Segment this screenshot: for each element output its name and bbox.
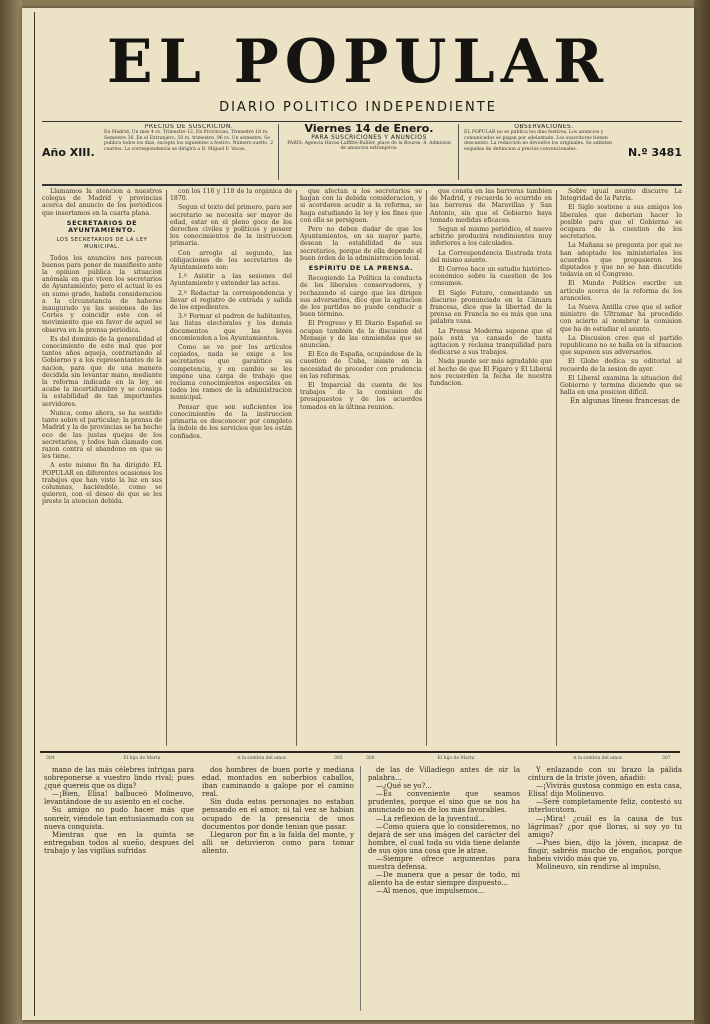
paragraph: A este mismo fin ha dirigido EL POPULAR en diferentes ocasiones los trabajos que han visto la luz en sus columnas, haciéndolo, como se quieren, con el deseo de que se les preste la atencion debida. — [42, 462, 162, 506]
column-4 — [430, 188, 552, 748]
section-divider — [40, 751, 680, 753]
paragraph: Y enlazando con su brazo la pálida cintura de la triste jóven, añadió: — [528, 766, 682, 783]
paragraph: Pensar que son suficientes los conocimientos de la instruccion primaria es desconocer por completo la índole de los servicios que les están confiados. — [170, 403, 292, 440]
column-rule — [166, 190, 167, 746]
folio-title: El hijo de Marta — [437, 756, 475, 761]
paragraph: Molineuvo, sin rendirse al impulso, — [536, 863, 661, 872]
paragraph: Todos los anuncios nos parecen buenos para poner de manifiesto ante la opinion pública la situacion anómala en que viven los secretarios de Ayuntamiento; pero el actual lo es en sumo grado, habida consideracion a la circunstancia de haberse inaugurado ya las sesiones de las Cortes y coincidir este con el movimiento que en favor de aquel se observa en la prensa periódica. — [42, 254, 162, 334]
folio-number: 304 — [46, 756, 55, 761]
paragraph: Sobre igual asunto discurre La Integridad de la Patria. — [560, 188, 682, 203]
paragraph: Pero no deben dudar de que los Ayuntamientos, en su mayor parte, desean la estabilidad de sus secretarios, porque de ella depende el buen órden de la administracion local. — [300, 226, 422, 262]
paragraph: Nada puede ser más agradable que el hecho de que El Fígaro y El Liberal nos recuerden la fecha de nuestra fundacion. — [430, 358, 552, 388]
paragraph: 1.º Asistir a las sesiones del Ayuntamiento y extender las actas. — [170, 273, 292, 288]
column-3 — [300, 188, 422, 748]
subscription-title: PARA SUSCRICIONES Y ANUNCIOS — [311, 133, 427, 141]
subscription-text: PARIS: Agencia Havas-Laffitte-Bullier, place de la Bourse, 8. Admision de anuncios extranjeros. — [287, 140, 451, 152]
paragraph: —¿Qué se yo?... — [376, 782, 432, 791]
column-5 — [560, 188, 682, 748]
folio-title: A la sombra del amor. — [573, 756, 623, 761]
paragraph: El Siglo Futuro, comentando un discurso pronunciado en la Cámara francesa, dice que la libertad de la prensa en Francia no es más que una palabra vana. — [430, 289, 552, 326]
fold-line — [34, 12, 35, 1016]
paragraph-tail: En algunas líneas francesas de — [570, 397, 680, 406]
paragraph: Sin duda estos personajes no estaban pensando en el amor, ni tal vez se habian ocupado de la presencia de unos documentos por donde tenian que pasar. — [202, 798, 354, 831]
column-rule — [426, 190, 427, 746]
serial-column-1 — [44, 766, 194, 1016]
paragraph: Mientras que en la quinta se entregaban todos al sueño, despues del trabajo y las vigilias sufridas — [44, 830, 194, 855]
paragraph: —Seré completamente feliz, contestó su interlocutora. — [528, 798, 682, 815]
paragraph: El Imparcial da cuenta de los trabajos de la comision de presupuestos y de los acuerdos tomados en la última reunion. — [300, 382, 422, 411]
article-subheading: LOS SECRETARIOS DE LA LEY MUNICIPAL. — [56, 237, 148, 251]
paragraph: —Al menos, que impulsemos... — [376, 887, 485, 896]
paragraph: —¡Vivirás gustosa conmigo en esta casa, Elisa! dijo Molineuvo. — [528, 782, 682, 799]
paragraph: —La reflexion de la juventud... — [376, 814, 485, 823]
serial-column-3 — [368, 766, 520, 1016]
serial-fold — [360, 766, 361, 1011]
paragraph: —Es conveniente que seamos prudentes, porque el sino que se nos ha anunciado no es de los más favorables. — [368, 790, 520, 815]
article-heading: ESPÍRITU DE LA PRENSA. — [308, 264, 414, 273]
column-1 — [42, 188, 162, 748]
paragraph: El Correo hace un estudio histórico-económico sobre la cuestion de los consumos. — [430, 266, 552, 288]
column-rule — [296, 190, 297, 746]
date-box — [284, 124, 454, 182]
paragraph: La Mañana se pregunta por qué no han adoptado los ministeriales los acuerdos que propusieron los diputados y que no se han discutido todavía en el Congreso. — [560, 242, 682, 279]
folio-number: 306 — [366, 756, 375, 761]
issue-date: Viernes 14 de Enero. — [304, 124, 434, 135]
paragraph: Es del dominio de la generalidad el conocimiento de este mal que por tantos años aqueja, contrariando al Gobierno y a los representantes de la nacion, para que de una manera decidida sin levantar mano, mediante la reforma indicada en la ley, se acabe la incertidumbre y se consiga la estabilidad de tan importantes servidores. — [42, 335, 162, 408]
masthead-title: EL POPULAR — [106, 27, 610, 97]
paragraph: que afectan a los secretarios se hagan con la debida consideracion, y si acordaren acudir a la reforma, se haga estudiando la ley y los fines que con ella se persiguen. — [300, 188, 422, 224]
year-label: Año XIII. — [42, 146, 95, 159]
paragraph: 3.º Formar el padron de habitantes, las listas electorales y los demás documentos que las leyes encomienden a los Ayuntamientos. — [170, 313, 292, 342]
page-edge-shadow — [694, 0, 710, 1024]
prices-box — [104, 124, 274, 182]
issue-number: N.º 3481 — [627, 146, 682, 159]
serial-column-4 — [528, 766, 682, 1016]
header-divider — [458, 124, 459, 180]
column-rule — [556, 190, 557, 746]
paragraph: La Nueva Antilla cree que el señor ministro de Ultramar ha procedido con acierto al nombrar la comision que ha de estudiar el asunto. — [560, 304, 682, 333]
observations-title: OBSERVACIONES. — [514, 124, 574, 130]
paragraph: —Siempre ofrece argumentos para nuestra defensa. — [368, 855, 520, 872]
folio-title: El hijo de Marta — [123, 756, 161, 761]
paragraph: de las de Villadiego antes de oir la palabra... — [368, 766, 520, 783]
paragraph: dos hombres de buen porte y mediana edad, montados en soberbios caballos, iban caminando a galope por el camino real. — [202, 766, 354, 799]
observations-text: EL POPULAR no se publica los dias festivos. Los anuncios y comunicados se pagan por adelantado. Los suscritores tienen descuento. La redaccion no devuelve los originales. Se admiten esquelas de defuncion a precios convencionales. — [464, 129, 613, 153]
paragraph: El Mundo Político escribe un artículo acerca de la reforma de los aranceles. — [560, 280, 682, 302]
paragraph: —¡Bien, Elisa! balbuceó Molineuvo, levantándose de su asiento en el coche. — [44, 790, 194, 807]
paragraph: El Progreso y El Diario Español se ocupan también de la discusion del Mensaje y de las enmiendas que se anuncian. — [300, 320, 422, 350]
paragraph: El Siglo sostiene a sus amigos los liberales que deberian hacer lo posible para que el Gobierno se ocupara de la cuestion de los secretarios. — [560, 204, 682, 241]
folio-number: 307 — [662, 756, 671, 761]
paragraph: Segun el texto del primero, para ser secretario se necesita ser mayor de edad, estar en el pleno goce de los derechos civiles y políticos y poseer los conocimientos de la instruccion primaria. — [170, 204, 292, 248]
observations-box — [464, 124, 624, 182]
paragraph: El Globo dedica su editorial al recuerdo de la sesion de ayer. — [560, 358, 682, 373]
paragraph: —De manera que a pesar de todo, mi aliento ha de estar siempre dispuesto... — [368, 871, 520, 888]
paragraph: El Eco de España, ocupándose de la cuestion de Cuba, insiste en la necesidad de proceder con prudencia en las reformas. — [300, 351, 422, 380]
paragraph: con los 116 y 118 de la orgánica de 1870. — [170, 188, 292, 203]
paragraph: La Prensa Moderna supone que el país está ya cansado de tanta agitacion y reclama tranquilidad para dedicarse a sus trabajos. — [430, 327, 552, 357]
paragraph: Nunca, como ahora, se ha sentido tanto sobre el particular; la prensa de Madrid y la de provincias se ha hecho eco de las justas quejas de los secretarios, y todos han clamado con razon contra el abandono en que se les tiene. — [42, 409, 162, 461]
folio-title: A la sombra del amor. — [237, 756, 287, 761]
column-2 — [170, 188, 292, 748]
paragraph: Llegaron por fin a la falda del monte, y alli se detuvieron como para tomar aliento. — [202, 830, 354, 855]
header-band — [42, 121, 682, 186]
paragraph: —¡Mira! ¿cuál es la causa de tus lágrimas? ¿por qué lloras, si soy yo tu amigo? — [528, 814, 682, 839]
prices-text: En Madrid, Un mes 4 rs. Trimestre 12. En Provincias, Trimestre 18 rs. Semestre 36. En el Extranjero, 50 rs. trimestre. 96 rs. Un semestre. Se publica todos los dias, excepto los siguientes a festivo. Número suelto, 2 cuartos. La correspondencia se dirigirá a D. Miguel F. Vacas. — [104, 129, 274, 153]
page-binding-shadow — [0, 0, 22, 1024]
paragraph: La Discusion cree que el partido republicano no se halla en la situacion que suponen sus adversarios. — [560, 334, 682, 357]
folio-number: 305 — [334, 756, 343, 761]
intro-paragraph: Llamamos la atencion a nuestros colegas de Madrid y provincias acerca del anuncio de los periódicos que insertamos en la cuarta plana. — [42, 188, 162, 217]
paragraph: —Pues bien, dijo la jóven, incapaz de fingir, sabréis mucho de engaños, porque habeis vivido más que yo. — [528, 838, 682, 864]
masthead-subtitle: DIARIO POLITICO INDEPENDIENTE — [219, 100, 497, 115]
newspaper-page — [22, 8, 694, 1020]
paragraph: Segun el mismo periódico, el nuevo arbitrio producirá rendimientos muy inferiores a los calculados. — [430, 226, 552, 248]
serial-column-2 — [202, 766, 354, 1016]
paragraph: La Correspondencia Ilustrada trata del mismo asunto. — [430, 249, 552, 264]
paragraph: que consta en las barreras tambien de Madrid, y recuerda lo ocurrido en las barreras de Maravillas y San Antonio, sin que el Gobierno haya tomado medidas eficaces. — [430, 188, 552, 224]
paragraph: Su amigo no pudo hacer más que sonreir, viéndole tan entusiasmado con su nueva conquista. — [44, 806, 194, 831]
paragraph: Con arreglo al segundo, las obligaciones de los secretarios de Ayuntamiento son: — [170, 249, 292, 272]
paragraph: 2.º Redactar la correspondencia y llevar el registro de entrada y salida de los expedientes. — [170, 289, 292, 312]
paragraph: Recogiendo La Política la conducta de los liberales conservadores, y rechazando el cargo que les dirigen sus adversarios, dice que la agitacion de los partidos no puede conducir a buen término. — [300, 275, 422, 319]
article-heading: SECRETARIOS DE AYUNTAMIENTO. — [66, 218, 138, 235]
prices-title: PRECIOS DE SUSCRICION. — [144, 124, 234, 130]
paragraph: Como se ve por los artículos copiados, nada se exige a los secretarios que garantice su competencia, y en cambio se les impone una carga de trabajo que reclama conocimientos especiales en todos los ramos de la administracion municipal. — [170, 344, 292, 402]
paragraph: El Liberal examina la situacion del Gobierno y termina diciendo que se halla en una posicion difícil. — [560, 374, 682, 397]
header-divider — [278, 124, 279, 180]
paragraph: mano de las más célebres intrigas para sobreponerse a vuestro lindo rival; pues ¿qué quereis que os diga? — [44, 766, 194, 791]
paragraph: —Como quiera que lo consideremos, no dejará de ser una imágen del carácter del hombre, el cual toda su vida tiene delante de sus ojos una cosa que le atrae. — [368, 822, 520, 855]
